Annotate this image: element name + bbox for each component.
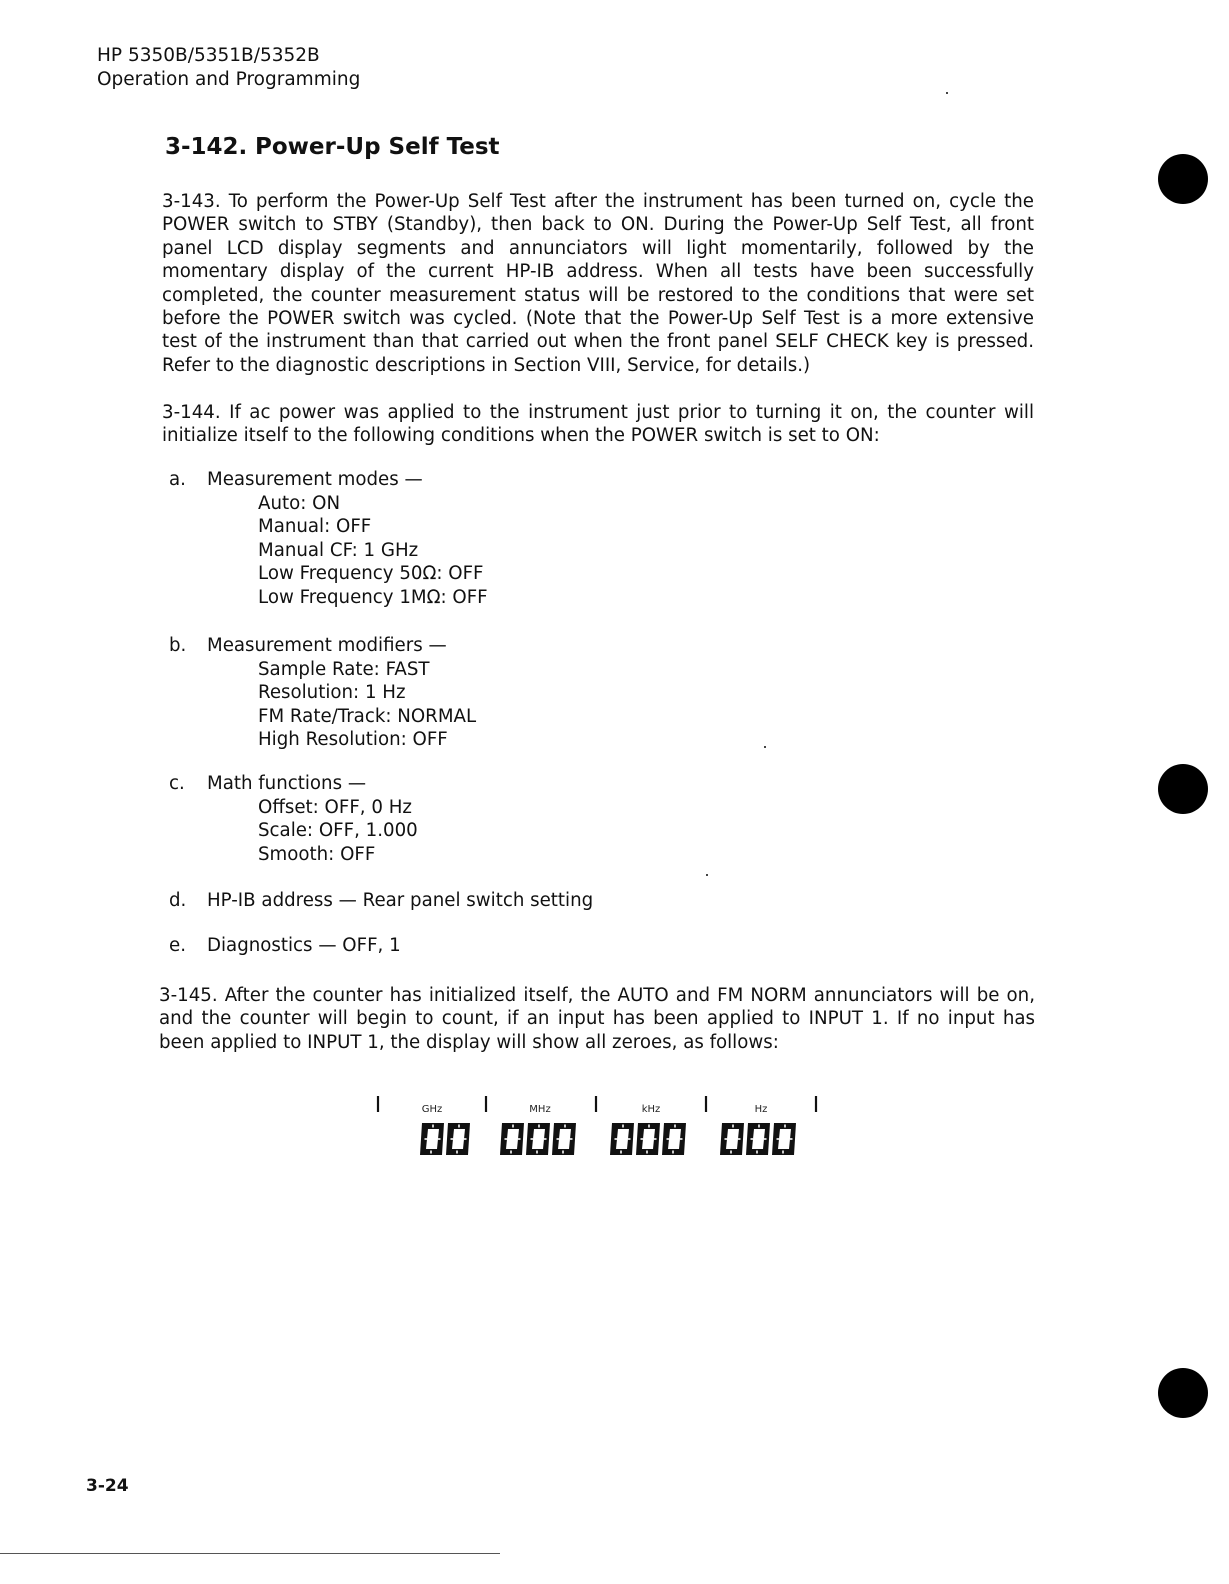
lcd-digit (662, 1123, 686, 1171)
lcd-digit-counter (642, 1129, 655, 1149)
list-item-math-functions (169, 772, 418, 866)
lcd-digit (610, 1123, 634, 1171)
lcd-digit (446, 1123, 470, 1171)
lcd-digit-value: 0 (564, 1170, 565, 1171)
unit-label-khz: kHz (641, 1104, 661, 1115)
sublist (258, 796, 418, 867)
lcd-digit-value: 0 (732, 1170, 733, 1171)
page-header (97, 44, 360, 92)
sublist-item: Manual CF: 1 GHz (258, 539, 419, 561)
sublist-item: Smooth: OFF (258, 843, 376, 865)
sublist-item: High Resolution: OFF (258, 729, 448, 751)
sublist (258, 658, 476, 752)
lcd-digit-counter (452, 1129, 465, 1149)
scan-speck (946, 92, 948, 94)
section-title: Power-Up Self Test (255, 134, 500, 160)
list-label: Diagnostics — OFF, 1 (207, 935, 401, 956)
lcd-digit-value: 0 (758, 1170, 759, 1171)
list-item-measurement-modes (169, 468, 488, 610)
sublist-item: FM Rate/Track: NORMAL (258, 705, 477, 727)
paragraph-3-145: 3-145. After the counter has initialized itself, the AUTO and FM NORM annunciators will be on, and the counter will begin to count, if an input has been applied to INPUT 1. If no input has been applied to INPUT 1, the display will show all zeroes, as follows: (159, 985, 1035, 1053)
lcd-digit (526, 1123, 550, 1171)
list-item-hpib-address (169, 889, 593, 913)
sublist (258, 492, 488, 610)
page-number: 3-24 (86, 1476, 129, 1496)
list-label: Math functions — (207, 773, 367, 794)
unit-label-hz: Hz (754, 1104, 768, 1115)
lcd-digit-area (420, 1123, 796, 1171)
list-letter: b. (169, 635, 187, 656)
lcd-digit-counter (668, 1129, 681, 1149)
lcd-digit (552, 1123, 576, 1171)
lcd-digit (720, 1123, 744, 1171)
paragraph-3-143: 3-143. To perform the Power-Up Self Test after the instrument has been turned on, cycle the POWER switch to STBY (Standby), then back to ON. During the Power-Up Self Test, all front panel LCD display segments and annunciators will light momentarily, followed by the momentary display of the current HP-IB address. When all tests have been successfully completed, the counter measurement status will be restored to the conditions that were set before the POWER switch was cycled. (Note that the Power-Up Self Test is a more extensive test of the instrument than that carried out when the front panel SELF CHECK key is pressed. Refer to the diagnostic descriptions in Section VIII, Service, for details.) (162, 191, 1034, 376)
sublist-item: Manual: OFF (258, 516, 372, 538)
section-number: 3-142. (165, 134, 248, 160)
binder-hole (1158, 764, 1208, 814)
lcd-digit-value: 0 (538, 1170, 539, 1171)
sublist-item: Sample Rate: FAST (258, 658, 430, 680)
footer-rule (0, 1553, 500, 1554)
list-letter: a. (169, 469, 186, 490)
lcd-digit (500, 1123, 524, 1171)
lcd-digit-counter (616, 1129, 629, 1149)
list-item-diagnostics (169, 934, 401, 958)
lcd-display (370, 1092, 830, 1172)
list-letter: e. (169, 935, 186, 956)
section-heading (165, 134, 500, 160)
lcd-digit-value: 0 (622, 1170, 623, 1171)
lcd-digit-value: 0 (458, 1170, 459, 1171)
sublist-item: Low Frequency 1MΩ: OFF (258, 586, 488, 608)
lcd-digit-counter (426, 1129, 439, 1149)
unit-label-ghz: GHz (421, 1104, 443, 1115)
lcd-digit (420, 1123, 444, 1171)
lcd-digit (636, 1123, 660, 1171)
binder-hole (1158, 1368, 1208, 1418)
list-label: Measurement modifiers — (207, 635, 447, 656)
scan-speck (706, 874, 708, 876)
sublist-item: Scale: OFF, 1.000 (258, 820, 418, 842)
lcd-digit-value: 0 (432, 1170, 433, 1171)
list-label: HP-IB address — Rear panel switch setting (207, 890, 594, 911)
lcd-digit-value: 0 (512, 1170, 513, 1171)
list-letter: c. (169, 773, 185, 794)
lcd-digit-counter (558, 1129, 571, 1149)
list-letter: d. (169, 890, 187, 911)
lcd-digit-counter (532, 1129, 545, 1149)
lcd-digit-counter (778, 1129, 791, 1149)
list-item-measurement-modifiers (169, 634, 476, 752)
sublist-item: Low Frequency 50Ω: OFF (258, 563, 484, 585)
sublist-item: Offset: OFF, 0 Hz (258, 796, 412, 818)
lcd-digit-value: 0 (674, 1170, 675, 1171)
sublist-item: Resolution: 1 Hz (258, 682, 406, 704)
lcd-digit-value: 0 (648, 1170, 649, 1171)
unit-label-mhz: MHz (529, 1104, 551, 1115)
sublist-item: Auto: ON (258, 492, 341, 514)
paragraph-3-144: 3-144. If ac power was applied to the instrument just prior to turning it on, the counter will initialize itself to the following conditions when the POWER switch is set to ON: (162, 402, 1034, 447)
lcd-digit (772, 1123, 796, 1171)
header-subtitle: Operation and Programming (97, 69, 361, 90)
lcd-digit-counter (506, 1129, 519, 1149)
list-label: Measurement modes — (207, 469, 423, 490)
binder-hole (1158, 154, 1208, 204)
lcd-digit-value: 0 (784, 1170, 785, 1171)
lcd-digit-counter (752, 1129, 765, 1149)
lcd-digit-counter (726, 1129, 739, 1149)
lcd-digit (746, 1123, 770, 1171)
header-model: HP 5350B/5351B/5352B (97, 45, 320, 66)
scan-speck (764, 746, 766, 748)
